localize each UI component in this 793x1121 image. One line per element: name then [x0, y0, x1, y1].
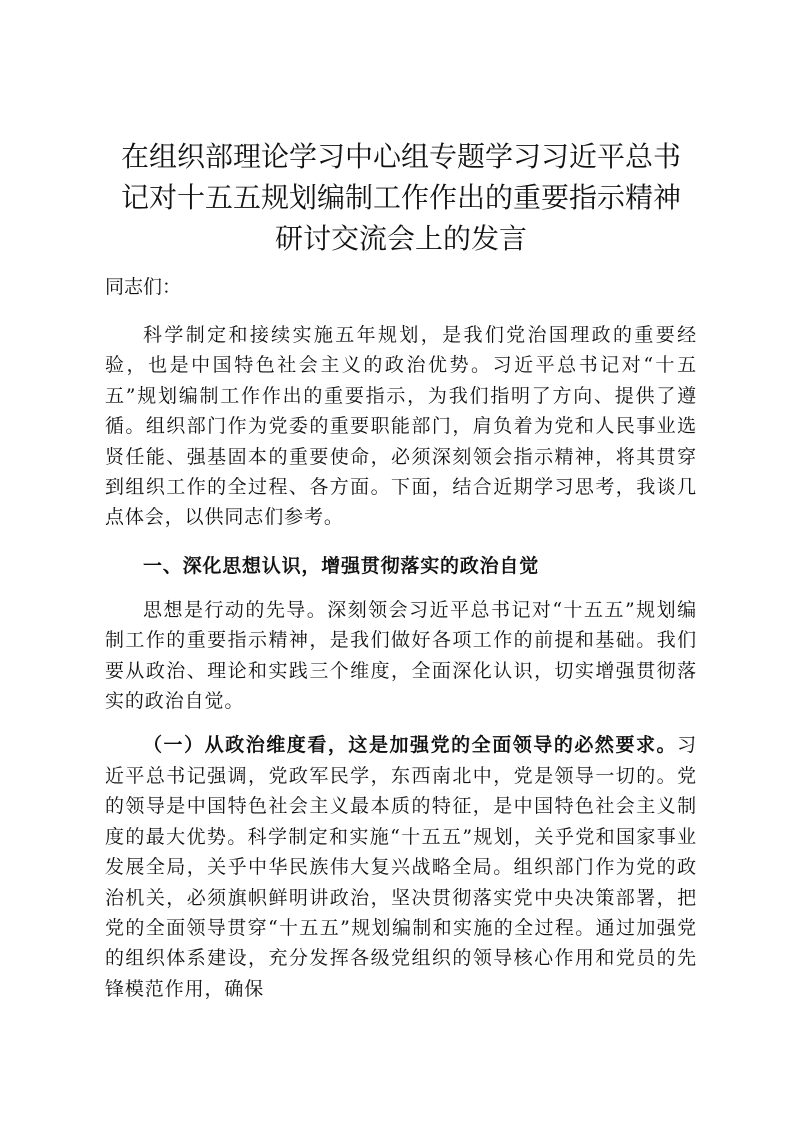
- document-title: [105, 136, 697, 259]
- subsection-1-paragraph: [105, 730, 697, 1004]
- title-line-3: 研讨交流会上的发言: [274, 222, 527, 255]
- section-1-paragraph: 思想是行动的先导。深刻领会习近平总书记对“十五五”规划编制工作的重要指示精神，是我们做好各项工作的前提和基础。我们要从政治、理论和实践三个维度，全面深化认识，切实增强贯彻落实的政治自觉。: [105, 598, 697, 713]
- title-line-2: 记对十五五规划编制工作作出的重要指示精神: [120, 181, 681, 214]
- document-page: [105, 136, 697, 1004]
- salutation: 同志们：: [105, 276, 182, 298]
- subsection-1-body: 习近平总书记强调，党政军民学，东西南北中，党是领导一切的。党的领导是中国特色社会主义最本质的特征，是中国特色社会主义制度的最大优势。科学制定和实施“十五五”规划，关乎党和国家事业发展全局，关乎中华民族伟大复兴战略全局。组织部门作为党的政治机关，必须旗帜鲜明讲政治，坚决贯彻落实党中央决策部署，把党的全面领导贯穿“十五五”规划编制和实施的全过程。通过加强党的组织体系建设，充分发挥各级党组织的领导核心作用和党员的先锋模范作用，确保: [105, 734, 697, 1000]
- section-heading-1: 一、深化思想认识，增强贯彻落实的政治自觉: [143, 554, 540, 577]
- intro-paragraph: 科学制定和接续实施五年规划，是我们党治国理政的重要经验，也是中国特色社会主义的政治优势。习近平总书记对“十五五”规划编制工作作出的重要指示，为我们指明了方向、提供了遵循。组织部门作为党委的重要职能部门，肩负着为党和人民事业选贤任能、强基固本的重要使命，必须深刻领会指示精神，将其贯穿到组织工作的全过程、各方面。下面，结合近期学习思考，我谈几点体会，以供同志们参考。: [105, 324, 697, 529]
- title-line-1: 在组织部理论学习中心组专题学习习近平总书: [120, 140, 681, 173]
- subsection-1-lead: （一）从政治维度看，这是加强党的全面领导的必然要求。: [143, 734, 678, 757]
